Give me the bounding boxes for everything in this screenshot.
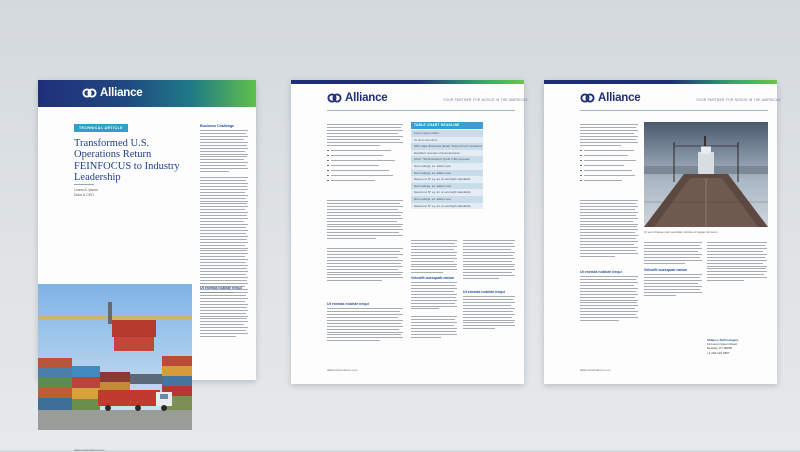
photo-caption: Ut eum diquae nam auscidat nobiste et fugiam feriorem — [644, 230, 718, 234]
header-color-bar — [291, 80, 524, 84]
header-tagline: YOUR PARTNER FOR NOVUS IN THE AMERICAS — [443, 98, 528, 102]
alliance-logo-icon — [82, 87, 97, 99]
footer-url: alliancetransitions.com — [327, 368, 358, 372]
header-tagline: YOUR PARTNER FOR NOVUS IN THE AMERICAS — [696, 98, 781, 102]
body-text-column — [200, 130, 248, 174]
section-heading: Ut enenda nobiste nequi — [580, 270, 622, 274]
contact-line: Newcity, CT 06050 — [707, 346, 733, 351]
header-color-bar — [544, 80, 777, 84]
author-name: Lorem A. Ipsum — [74, 188, 98, 192]
table-row: Serene ut N° ey, an ut overnight standards — [411, 203, 483, 210]
body-text-column — [463, 296, 515, 331]
brochure-page-1 — [38, 80, 256, 452]
contact-line: +1 203 123 4567 — [707, 350, 730, 355]
table-row: Lorem ipsum dolor — [411, 130, 483, 137]
table-row: SDC data Jhomanta (Dual) "Solve Proof" accepted — [411, 143, 483, 150]
alliance-logo-icon — [580, 92, 595, 104]
body-text-column — [411, 282, 457, 311]
alliance-logo-text: Alliance — [345, 92, 388, 104]
body-text-column — [580, 124, 638, 148]
author-role: Dolor & CEO — [74, 193, 94, 197]
contact-line: 12 Lorem Ipsum Road — [707, 342, 737, 347]
brochure-page-3 — [544, 80, 781, 384]
body-text-column — [580, 200, 638, 259]
bullet-list — [327, 148, 395, 183]
table-row: Serene ut N° ey, an ut overnight standards — [411, 189, 483, 196]
section-heading: Velesifit auesquati natum — [411, 276, 455, 280]
article-tag: TECHNICAL ARTICLE — [74, 124, 128, 132]
table-row: Short "Technicament" (both 1.8k) ceo-sea — [411, 156, 483, 163]
table-row: Nam ratings, ex. adium nea — [411, 170, 483, 177]
body-text-column — [327, 308, 403, 343]
section-heading: Ut enenda nobiste nequi — [463, 290, 505, 294]
body-text-column — [644, 242, 702, 266]
footer-url: alliancetransitions.com — [74, 448, 105, 452]
body-text-column — [327, 124, 403, 148]
body-text-column — [327, 200, 403, 241]
alliance-logo — [580, 92, 641, 104]
body-text-column — [411, 240, 457, 275]
bullet-list — [580, 148, 636, 183]
body-text-column — [200, 177, 248, 295]
contact-block — [707, 338, 738, 355]
body-text-column — [580, 276, 638, 323]
table-row: Serene ut N° ey, an ut overnight standards — [411, 176, 483, 183]
contact-name: Alliance Technologies — [707, 338, 739, 342]
body-text-column — [707, 242, 767, 283]
section-heading: Ut enenda nobiste nequi — [327, 302, 369, 306]
body-text-column — [644, 274, 702, 298]
table-row: Ut enim ad minim — [411, 137, 483, 144]
body-text-column — [327, 248, 403, 283]
cargo-ship-deck-photo — [644, 122, 768, 227]
alliance-logo — [82, 87, 143, 99]
alliance-logo-text: Alliance — [598, 92, 641, 104]
alliance-logo-text: Alliance — [100, 87, 143, 99]
header-banner — [38, 80, 256, 107]
body-text-column — [411, 316, 457, 340]
table-row: Excellent revenue Unconventional — [411, 150, 483, 157]
header-rule — [580, 110, 768, 111]
article-title: Transformed U.S. Operations Return FEINFOCUS to Industry Leadership — [74, 138, 180, 184]
brochure-page-2 — [291, 80, 528, 384]
section-heading: Velesifit auesquati natum — [644, 268, 688, 272]
header-rule — [327, 110, 515, 111]
table-row: Nam ratings, ex. adium nea — [411, 163, 483, 170]
table-row: Nam ratings, ex. adium nea — [411, 196, 483, 203]
footer-url: alliancetransitions.com — [580, 368, 611, 372]
body-text-column — [200, 292, 248, 339]
table-row: Nam ratings, ex. adium nea — [411, 183, 483, 190]
alliance-logo-icon — [327, 92, 342, 104]
table-chart-title: TABLE CHART HEADLINE — [411, 122, 483, 129]
section-heading: Business Challenge — [200, 124, 235, 128]
alliance-logo — [327, 92, 388, 104]
title-divider — [74, 184, 94, 185]
container-port-photo — [38, 284, 192, 430]
body-text-column — [463, 240, 515, 281]
section-heading: Ut enenda nobiste nequi — [200, 286, 242, 290]
